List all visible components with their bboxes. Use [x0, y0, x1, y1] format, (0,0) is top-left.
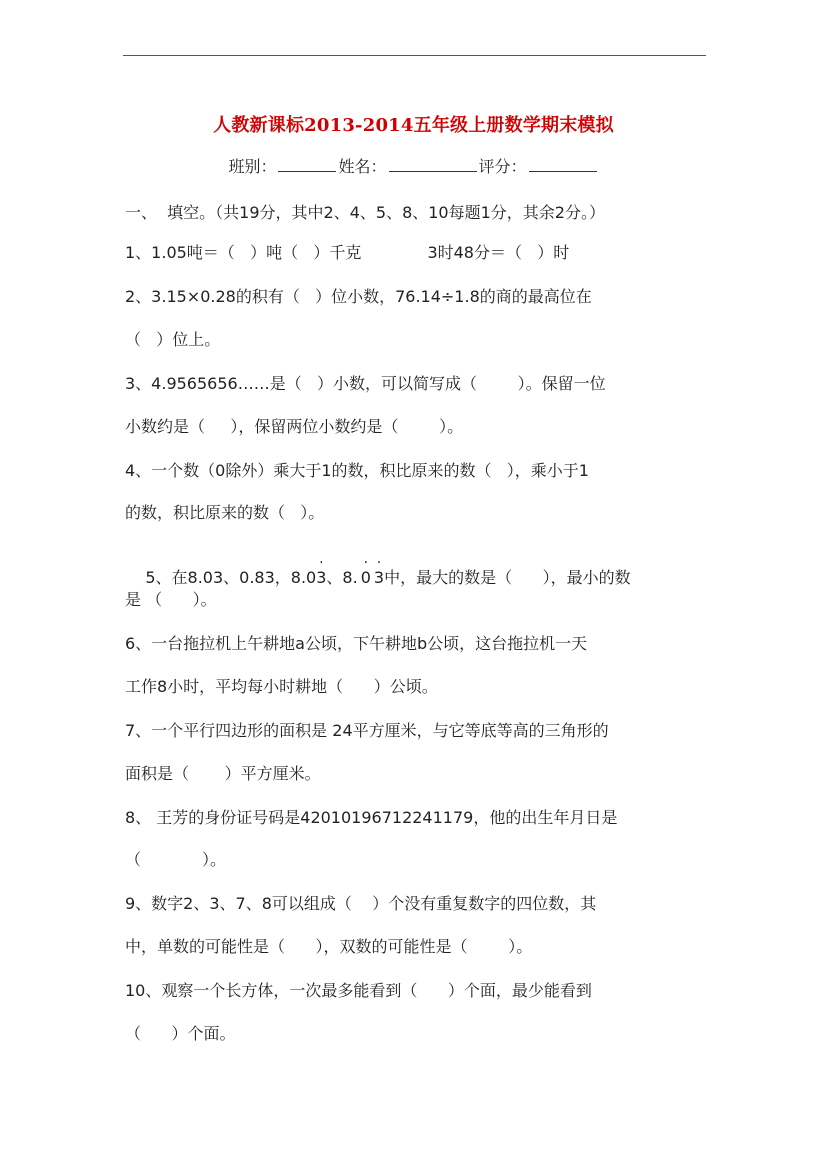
question-7-line-1: 7、一个平行四边形的面积是 24平方厘米，与它等底等高的三角形的: [125, 721, 609, 740]
question-10-line-1: 10、观察一个长方体，一次最多能看到（ ）个面，最少能看到: [125, 981, 592, 1000]
class-blank[interactable]: [278, 157, 336, 172]
question-2-line-2: （ ）位上。: [125, 330, 221, 349]
question-3-line-2: 小数约是（ ），保留两位小数约是（ ）。: [125, 417, 464, 436]
question-2-line-1: 2、3.15×0.28的积有（ ）位小数，76.14÷1.8的商的最高位在: [125, 287, 592, 306]
question-6-line-2: 工作8小时，平均每小时耕地（ ）公顷。: [125, 677, 438, 696]
question-8-line-1: 8、 王芳的身份证号码是42010196712241179，他的出生年月日是: [125, 808, 618, 827]
repeating-digit: · 3: [316, 568, 326, 588]
question-1: 1、1.05吨＝（ ）吨（ ）千克 3时48分＝（ ）时: [125, 243, 570, 262]
question-6-line-1: 6、一台拖拉机上午耕地a公顷，下午耕地b公顷，这台拖拉机一天: [125, 634, 588, 653]
score-blank[interactable]: [529, 157, 597, 172]
q5-text-part3: 中，最大的数是（ ），最小的数: [384, 568, 631, 587]
repeating-digit: · 3: [374, 568, 384, 588]
student-info-line: [0, 154, 827, 177]
section-heading: 一、 填空。（共19分，其中2、4、5、8、10每题1分，其余2分。）: [125, 203, 605, 222]
repeating-digit: · 0: [361, 568, 371, 588]
question-8-line-2: （ ）。: [125, 850, 227, 869]
question-4-line-2: 的数，积比原来的数（ ）。: [125, 503, 325, 522]
score-label: 评分：: [478, 157, 527, 176]
question-5-line-2: 是 （ ）。: [125, 590, 217, 609]
question-7-line-2: 面积是（ ）平方厘米。: [125, 764, 321, 783]
name-blank[interactable]: [389, 157, 477, 172]
question-3-line-1: 3、4.9565656……是（ ）小数，可以简写成（ ）。保留一位: [125, 374, 606, 393]
question-10-line-2: （ ）个面。: [125, 1024, 236, 1043]
exam-title: 人教新课标2013-2014五年级上册数学期末模拟: [213, 115, 614, 136]
question-9-line-1: 9、数字2、3、7、8可以组成（ ）个没有重复数字的四位数，其: [125, 894, 597, 913]
class-label: 班别：: [228, 157, 277, 176]
header-rule: [123, 55, 706, 56]
name-label: 姓名：: [338, 157, 387, 176]
q5-text-part2: 、8.: [326, 568, 358, 587]
q5-text-part1: 5、在8.03、0.83，8.0: [145, 568, 317, 587]
question-4-line-1: 4、一个数（0除外）乘大于1的数，积比原来的数（ ），乘小于1: [125, 461, 589, 480]
question-9-line-2: 中，单数的可能性是（ ），双数的可能性是（ ）。: [125, 937, 533, 956]
